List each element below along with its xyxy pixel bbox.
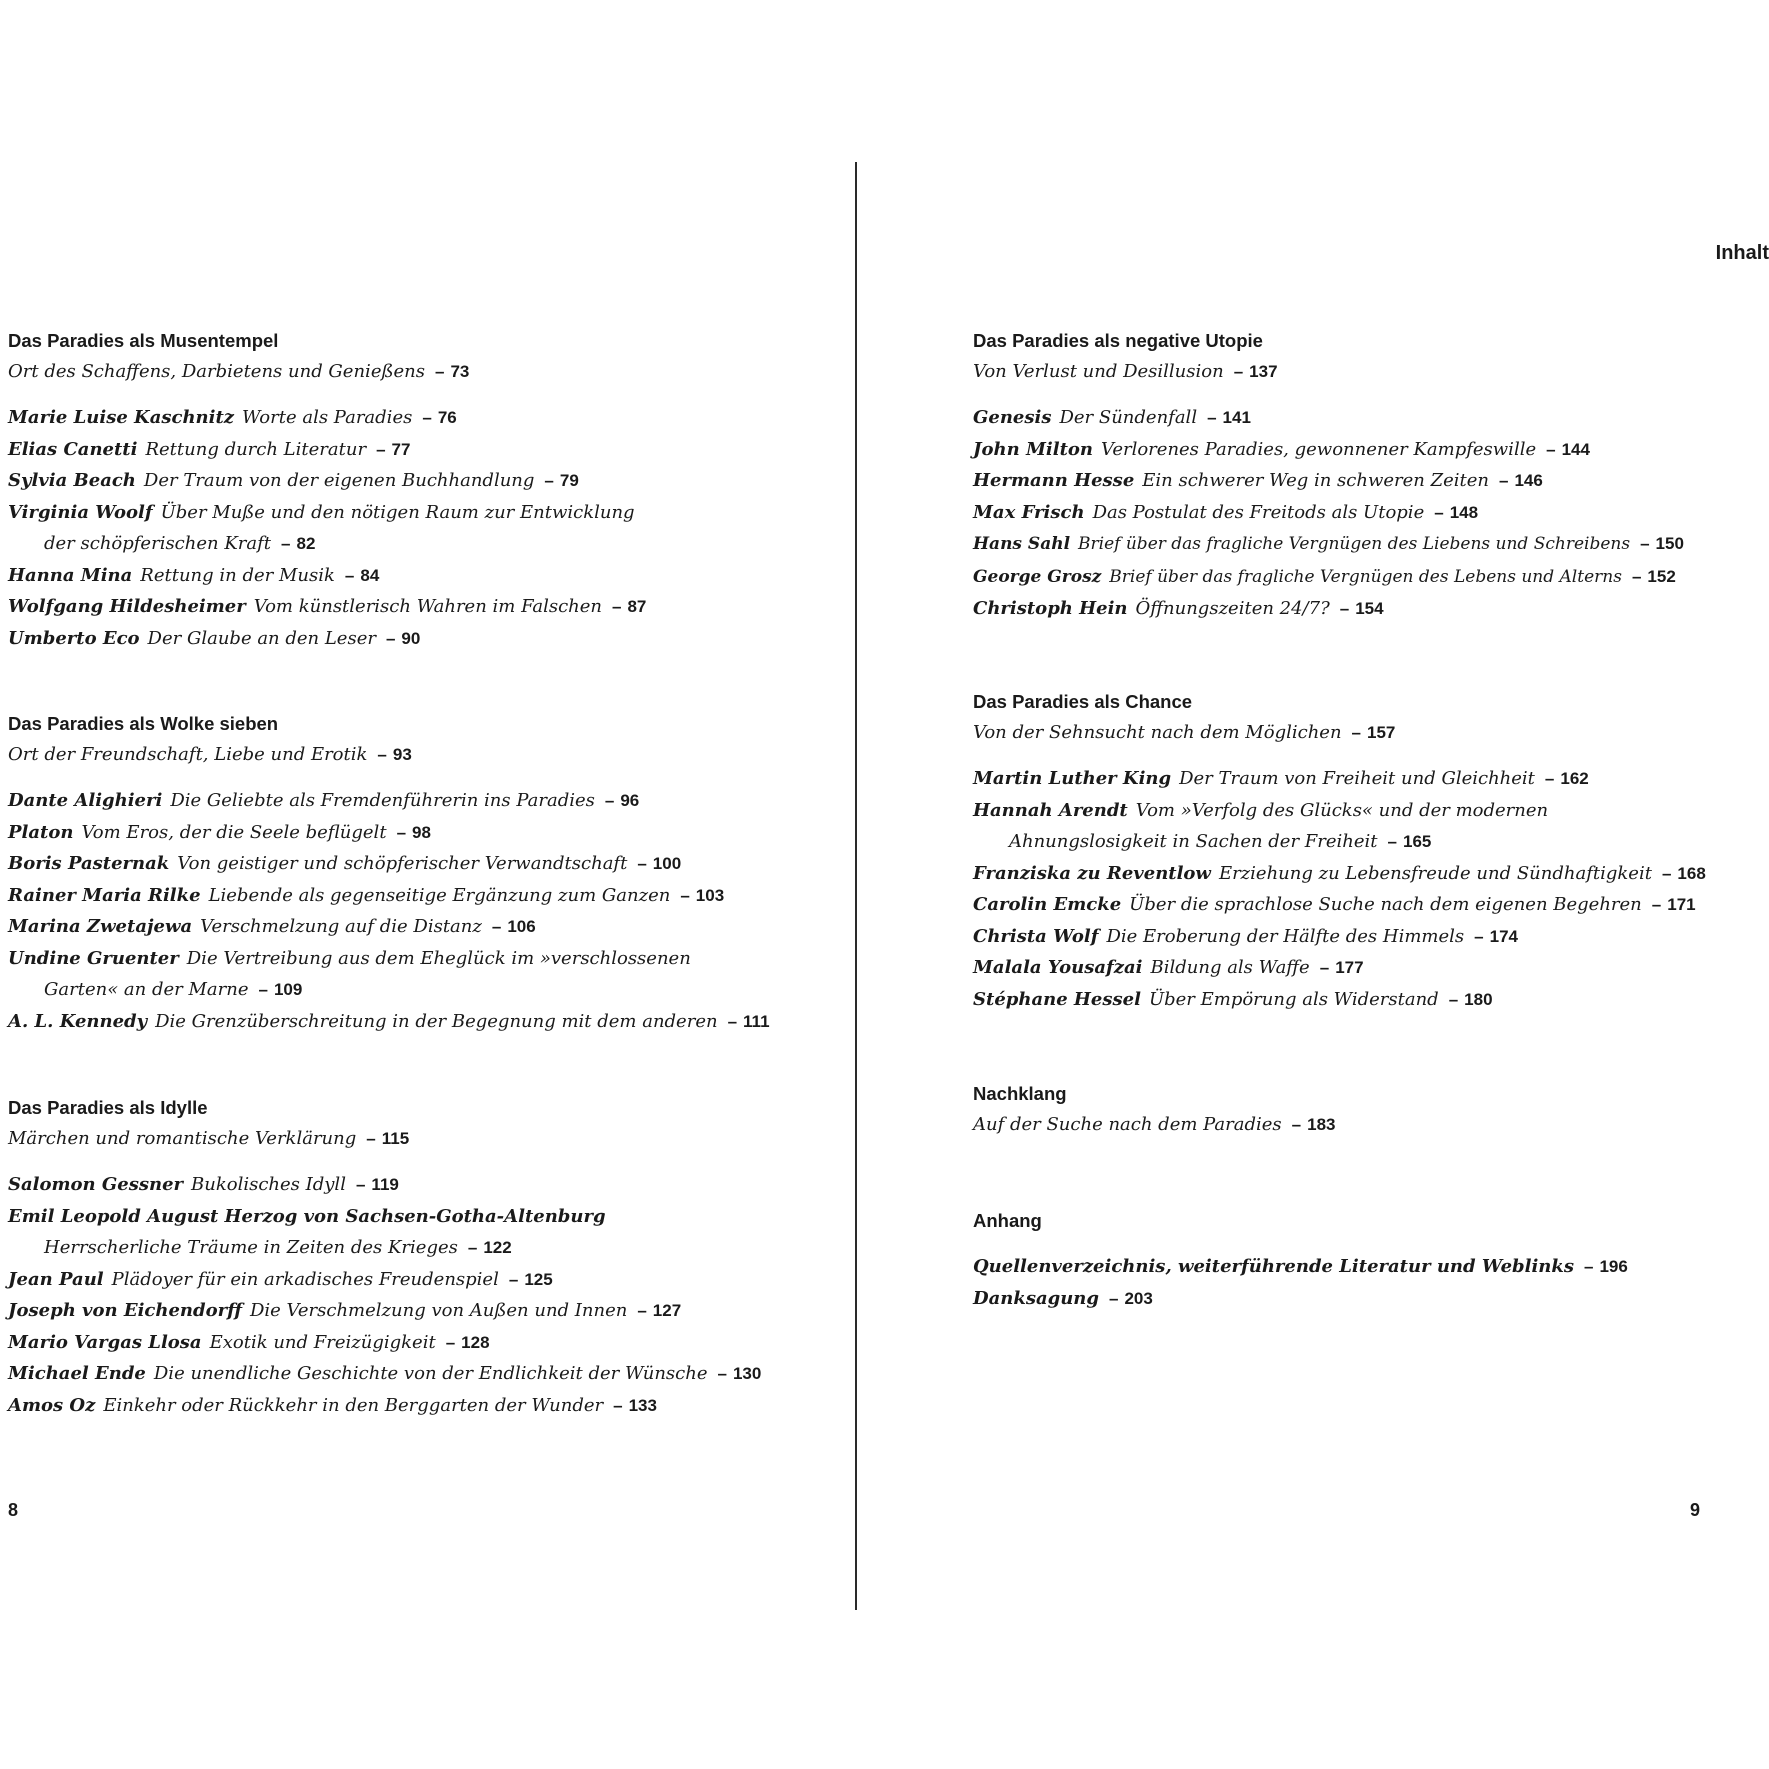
toc-entry: Quellenverzeichnis, weiterführende Literatur und Weblinks – 196 <box>973 1256 1628 1277</box>
section-title: Das Paradies als Wolke sieben <box>8 713 279 734</box>
toc-section <box>973 1205 1628 1314</box>
toc-section <box>973 325 1684 625</box>
entry-list <box>973 763 1706 1015</box>
entry-list <box>973 402 1684 625</box>
toc-entry: Salomon Gessner Bukolisches Idyll – 119 <box>8 1174 399 1195</box>
entry-list <box>8 402 646 654</box>
toc-section <box>973 686 1706 1015</box>
toc-entry: Stéphane Hessel Über Empörung als Widerstand – 180 <box>973 988 1493 1010</box>
toc-entry: Hans Sahl Brief über das fragliche Vergnügen des Liebens und Schreibens – 150 <box>973 534 1684 554</box>
toc-entry: Wolfgang Hildesheimer Vom künstlerisch Wahren im Falschen – 87 <box>8 596 647 617</box>
section-title: Das Paradies als Musentempel <box>8 330 279 351</box>
toc-section <box>8 325 646 654</box>
page-folio-left: 8 <box>8 1500 19 1520</box>
toc-entry: Emil Leopold August Herzog von Sachsen-Gotha-Altenburg <box>8 1205 606 1227</box>
section-subtitle: Ort der Freundschaft, Liebe und Erotik – 93 <box>8 744 412 765</box>
toc-entry: Rainer Maria Rilke Liebende als gegenseitige Ergänzung zum Ganzen – 103 <box>8 884 725 906</box>
toc-section <box>973 1078 1336 1140</box>
toc-entry: Hermann Hesse Ein schwerer Weg in schweren Zeiten – 146 <box>973 470 1543 491</box>
toc-entry-continuation: der schöpferischen Kraft – 82 <box>44 533 316 554</box>
section-title: Das Paradies als Chance <box>973 691 1193 712</box>
toc-entry: Sylvia Beach Der Traum von der eigenen Buchhandlung – 79 <box>8 470 579 491</box>
toc-entry: Christa Wolf Die Eroberung der Hälfte des Himmels – 174 <box>973 925 1518 947</box>
toc-entry: Undine Gruenter Die Vertreibung aus dem Eheglück im »verschlossenen <box>8 947 691 969</box>
toc-entry: Carolin Emcke Über die sprachlose Suche nach dem eigenen Begehren – 171 <box>973 894 1696 915</box>
toc-entry: Elias Canetti Rettung durch Literatur – 77 <box>8 438 411 460</box>
section-subtitle: Auf der Suche nach dem Paradies – 183 <box>973 1114 1336 1135</box>
toc-entry: Boris Pasternak Von geistiger und schöpferischer Verwandtschaft – 100 <box>8 853 682 874</box>
toc-entry: A. L. Kennedy Die Grenzüberschreitung in der Begegnung mit dem anderen – 111 <box>8 1010 770 1032</box>
toc-entry: Platon Vom Eros, der die Seele beflügelt – 98 <box>8 821 431 843</box>
page-number: 137 <box>1249 362 1278 381</box>
left-page <box>0 0 852 1769</box>
toc-entry: Dante Alighieri Die Geliebte als Fremdenführerin ins Paradies – 96 <box>8 790 640 811</box>
page-folio-right: 9 <box>1690 1500 1701 1520</box>
page-number: 183 <box>1307 1115 1336 1134</box>
section-subtitle: Märchen und romantische Verklärung – 115 <box>8 1128 410 1149</box>
entry-list <box>8 1169 761 1421</box>
section-subtitle: Von der Sehnsucht nach dem Möglichen – 157 <box>973 722 1396 743</box>
toc-entry: Umberto Eco Der Glaube an den Leser – 90 <box>8 627 421 649</box>
book-gutter-line <box>855 162 857 1610</box>
toc-entry: Danksagung – 203 <box>973 1287 1153 1309</box>
entry-list <box>8 785 770 1037</box>
toc-entry: Franziska zu Reventlow Erziehung zu Lebensfreude und Sündhaftigkeit – 168 <box>973 862 1706 884</box>
page-number: 157 <box>1367 723 1396 742</box>
toc-entry: Jean Paul Plädoyer für ein arkadisches Freudenspiel – 125 <box>8 1268 553 1290</box>
toc-entry: Martin Luther King Der Traum von Freiheit und Gleichheit – 162 <box>973 768 1589 789</box>
toc-section <box>8 708 770 1037</box>
toc-entry: Hannah Arendt Vom »Verfolg des Glücks« und der modernen <box>973 799 1549 821</box>
toc-entry-continuation: Ahnungslosigkeit in Sachen der Freiheit – 165 <box>1009 831 1432 852</box>
section-title: Nachklang <box>973 1083 1067 1104</box>
toc-entry: Mario Vargas Llosa Exotik und Freizügigkeit – 128 <box>8 1331 490 1353</box>
entry-list <box>973 1251 1628 1314</box>
toc-entry: Genesis Der Sündenfall – 141 <box>973 407 1251 428</box>
section-subtitle: Ort des Schaffens, Darbietens und Genießens – 73 <box>8 361 470 382</box>
right-page <box>862 0 1769 1769</box>
toc-entry: George Grosz Brief über das fragliche Vergnügen des Lebens und Alterns – 152 <box>973 566 1676 587</box>
section-subtitle: Von Verlust und Desillusion – 137 <box>973 361 1278 382</box>
toc-entry: Marie Luise Kaschnitz Worte als Paradies – 76 <box>8 407 457 428</box>
toc-section <box>8 1092 761 1421</box>
toc-entry: Christoph Hein Öffnungszeiten 24/7? – 154 <box>973 598 1384 619</box>
toc-entry: Malala Yousafzai Bildung als Waffe – 177 <box>973 957 1364 978</box>
toc-entry: Virginia Woolf Über Muße und den nötigen Raum zur Entwicklung <box>8 501 635 523</box>
section-title: Das Paradies als Idylle <box>8 1097 208 1118</box>
toc-entry: Max Frisch Das Postulat des Freitods als Utopie – 148 <box>973 501 1479 523</box>
section-title: Anhang <box>973 1210 1042 1231</box>
toc-entry: Amos Oz Einkehr oder Rückkehr in den Berggarten der Wunder – 133 <box>8 1394 657 1416</box>
page-number: 93 <box>392 745 412 764</box>
toc-entry: Joseph von Eichendorff Die Verschmelzung von Außen und Innen – 127 <box>8 1300 682 1321</box>
toc-entry: Hanna Mina Rettung in der Musik – 84 <box>8 564 380 586</box>
toc-entry: Marina Zwetajewa Verschmelzung auf die Distanz – 106 <box>8 916 536 937</box>
toc-entry: Michael Ende Die unendliche Geschichte von der Endlichkeit der Wünsche – 130 <box>8 1363 762 1384</box>
running-head: Inhalt <box>1715 242 1769 264</box>
page-number: 115 <box>381 1129 410 1148</box>
toc-entry-continuation: Herrscherliche Träume in Zeiten des Krieges – 122 <box>44 1237 512 1258</box>
toc-entry-continuation: Garten« an der Marne – 109 <box>44 979 303 1000</box>
section-title: Das Paradies als negative Utopie <box>973 330 1263 351</box>
page-number: 73 <box>450 362 470 381</box>
toc-entry: John Milton Verlorenes Paradies, gewonnener Kampfeswille – 144 <box>973 438 1590 460</box>
